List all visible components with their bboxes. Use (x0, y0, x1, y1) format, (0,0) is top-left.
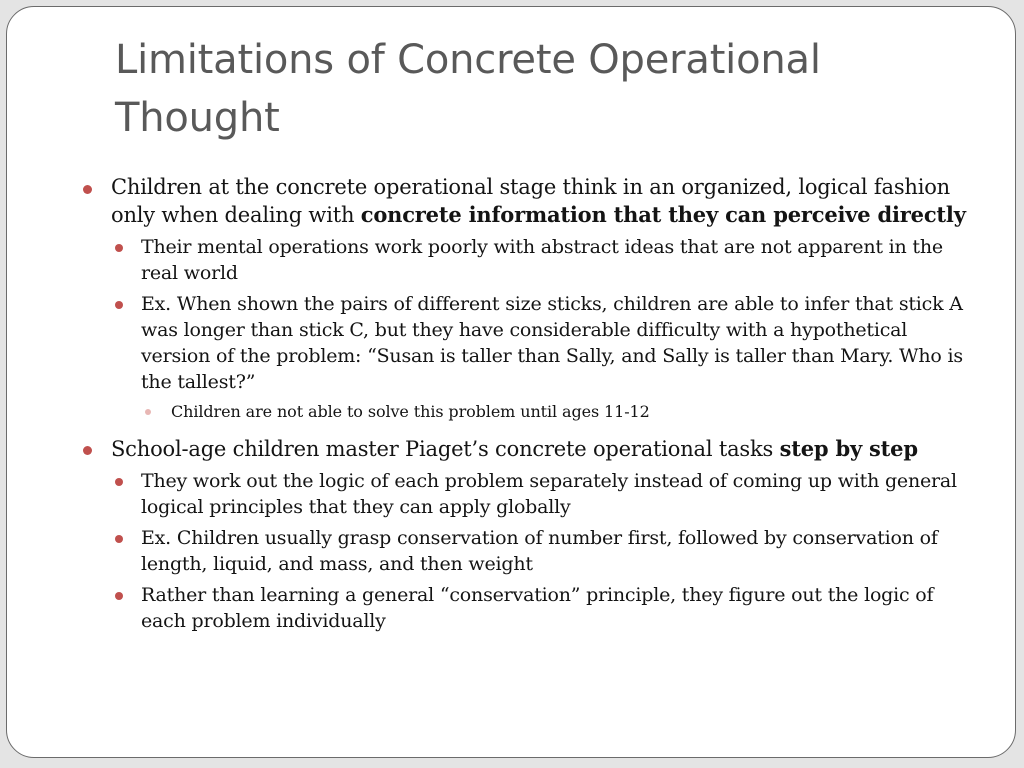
bullet-item-level-2 (73, 582, 973, 634)
bullet-text-segment: Ex. Children usually grasp conservation of number first, followed by conservation of length, liquid, and mass, and then weight (141, 527, 938, 575)
bullet-item-level-2 (73, 291, 973, 395)
bullet-item-level-2 (73, 525, 973, 577)
bullet-text-segment: School-age children master Piaget’s concrete operational tasks (111, 437, 780, 461)
bullet-text (141, 527, 938, 575)
bullet-text (111, 175, 966, 227)
bullet-item-level-2 (73, 234, 973, 286)
bullet-dot-icon (83, 185, 92, 194)
bullet-item-level-1 (73, 174, 973, 229)
slide-body (73, 165, 973, 634)
bullet-dot-icon (145, 409, 151, 415)
bullet-text-bold: concrete information that they can perceive directly (360, 202, 966, 227)
bullet-item-level-3 (73, 401, 973, 423)
bullet-text (141, 470, 957, 518)
bullet-item-level-2 (73, 468, 973, 520)
slide-frame (6, 6, 1016, 758)
bullet-text (141, 584, 933, 632)
bullet-text (111, 437, 918, 461)
bullet-text-segment: They work out the logic of each problem separately instead of coming up with general logical principles that they can apply globally (141, 470, 957, 518)
bullet-item-level-1 (73, 435, 973, 463)
bullet-text-segment: Their mental operations work poorly with abstract ideas that are not apparent in the real world (141, 236, 943, 284)
bullet-text (141, 236, 943, 284)
bullet-text (171, 402, 650, 421)
bullet-dot-icon (115, 535, 123, 543)
bullet-dot-icon (115, 592, 123, 600)
bullet-dot-icon (115, 301, 123, 309)
bullet-dot-icon (83, 446, 92, 455)
slide-title: Limitations of Concrete Operational Thought (115, 37, 821, 141)
bullet-text (141, 293, 963, 393)
bullet-dot-icon (115, 478, 123, 486)
bullet-text-segment: Children are not able to solve this problem until ages 11-12 (171, 402, 650, 421)
bullet-text-segment: Ex. When shown the pairs of different size sticks, children are able to infer that stick A was longer than stick C, but they have considerable difficulty with a hypothetical version of the problem: “Susan is taller than Sally, and Sally is taller than Mary. Who is the tallest?” (141, 293, 963, 393)
bullet-text-segment: Children at the concrete operational stage think in an organized, logical fashion only when dealing with (111, 175, 951, 227)
bullet-dot-icon (115, 244, 123, 252)
bullet-text-bold: step by step (779, 436, 918, 461)
bullet-text-segment: Rather than learning a general “conservation” principle, they figure out the logic of each problem individually (141, 584, 934, 632)
